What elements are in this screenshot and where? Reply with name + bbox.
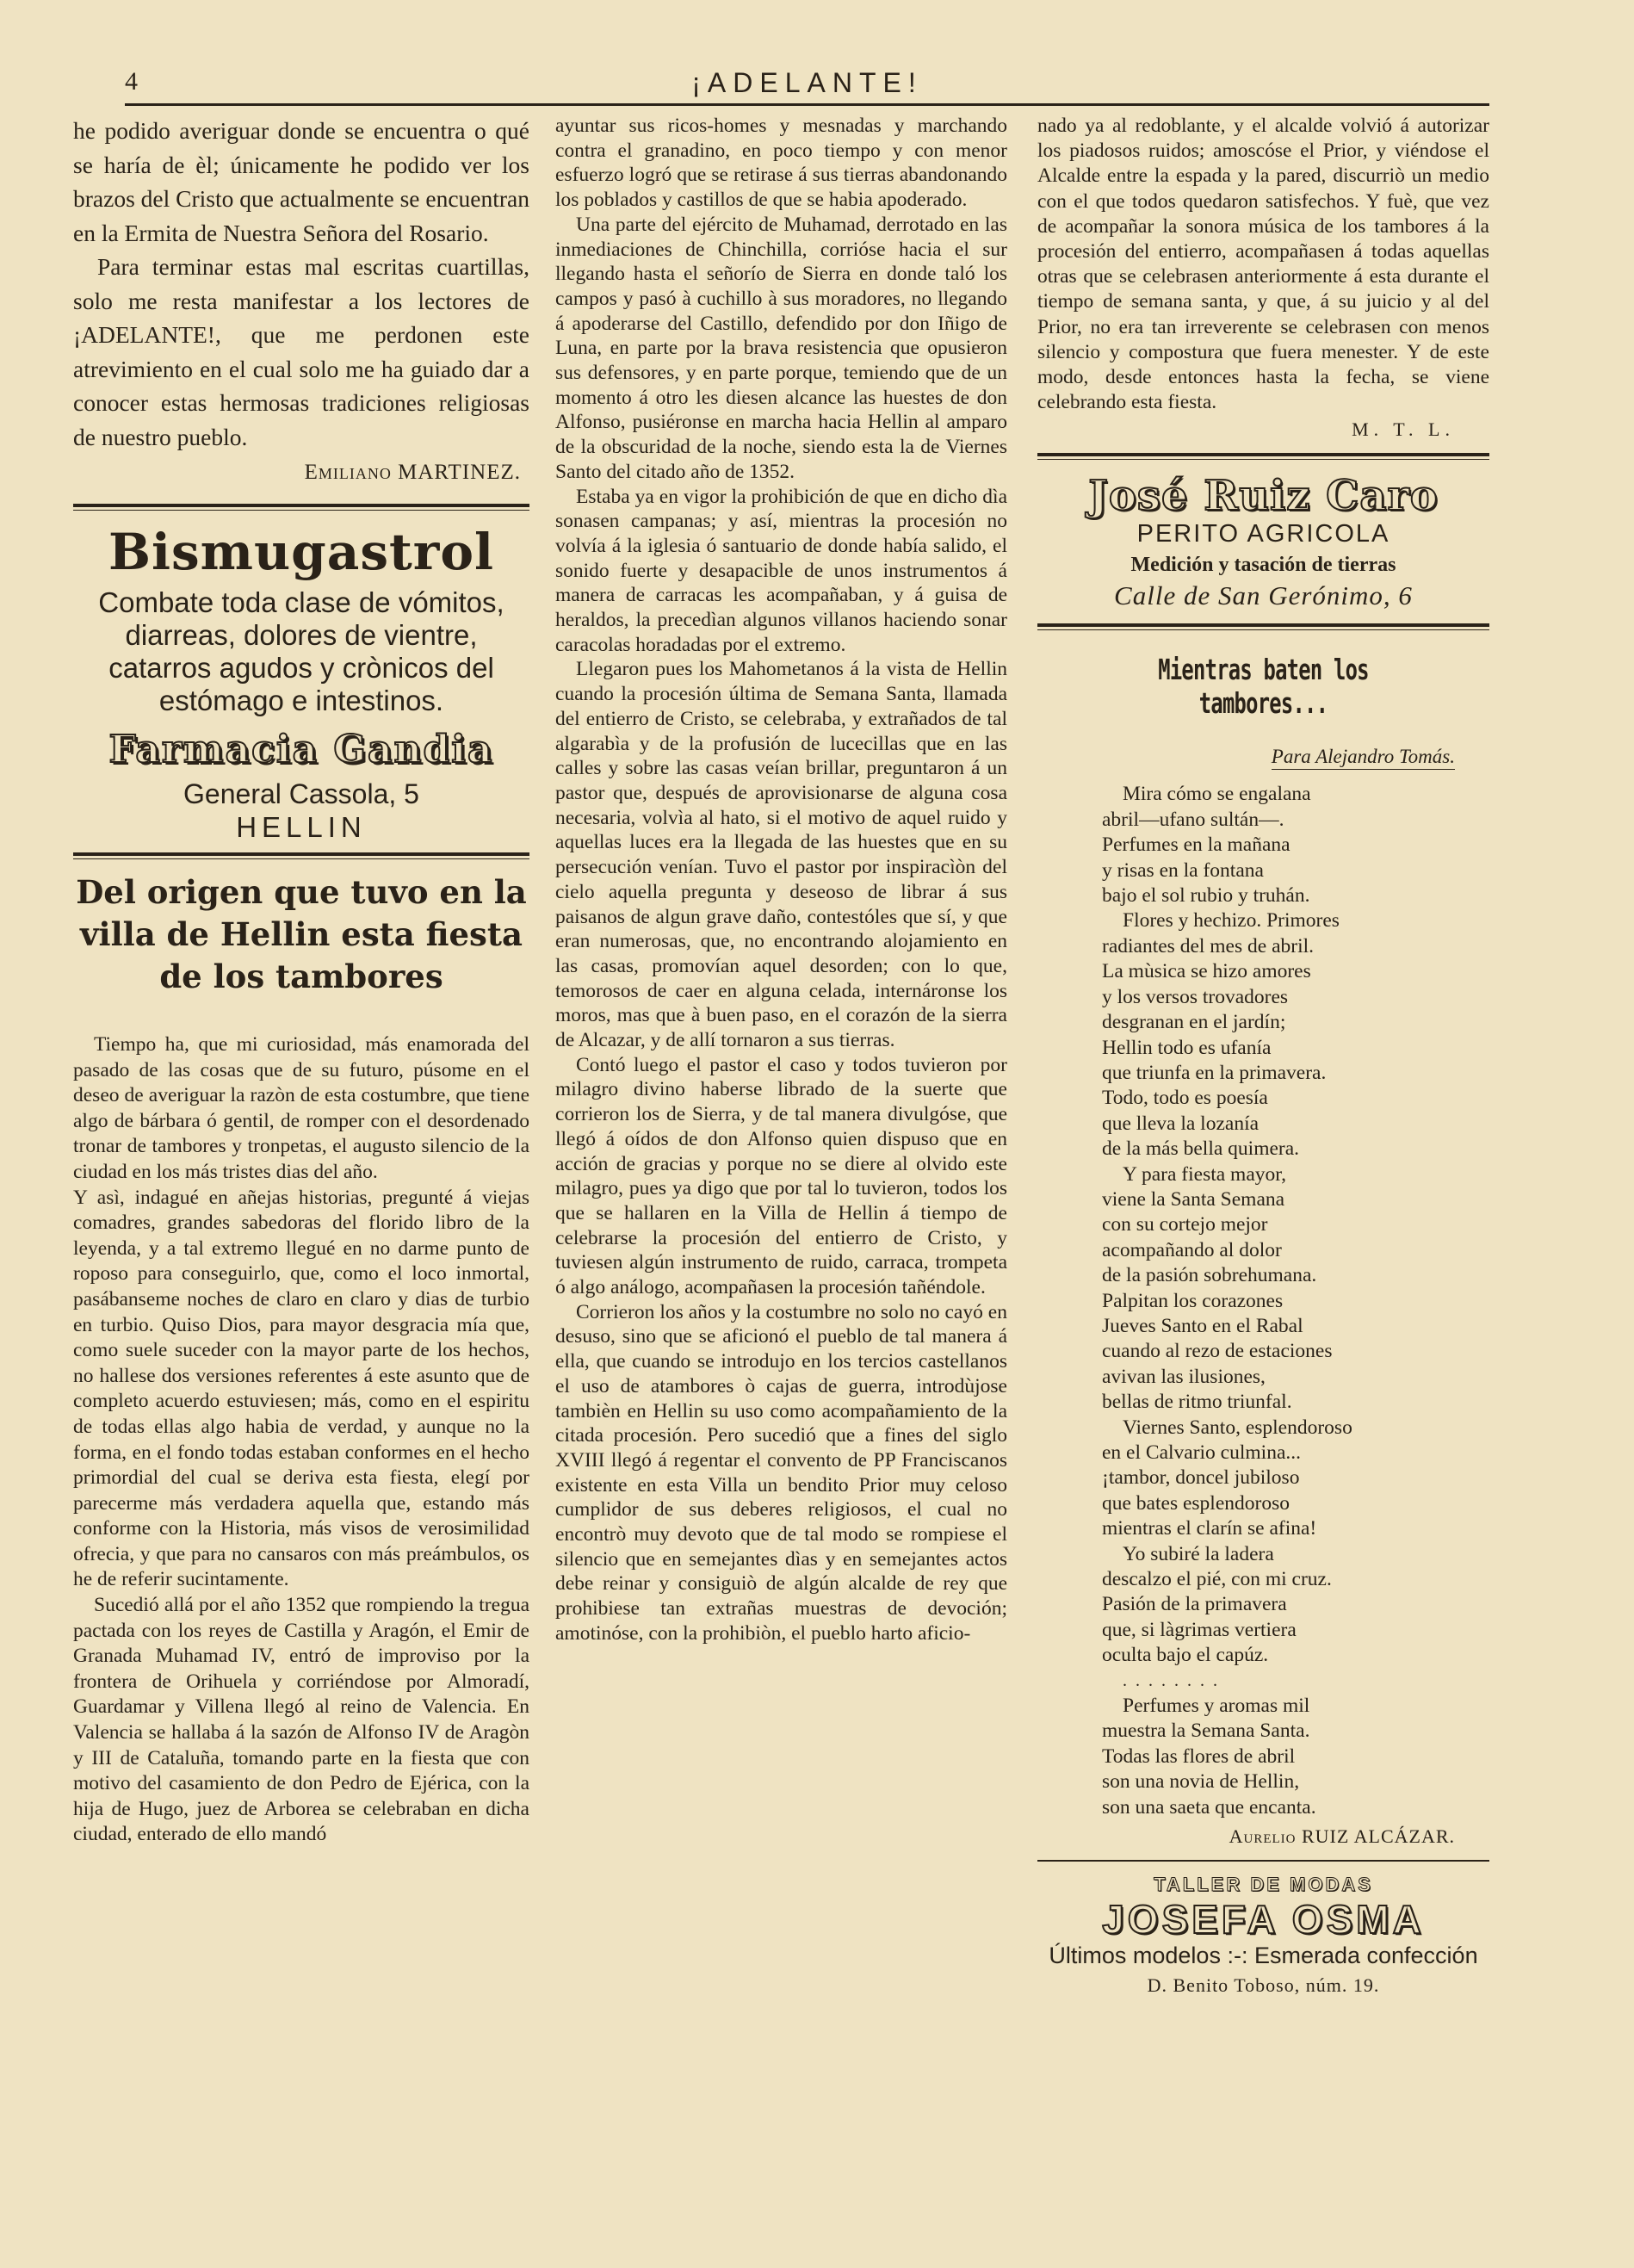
article-paragraph: Contó luego el pastor el caso y todos tuvieron por milagro divino haberse librado de la suerte que corrieron los de Sierra, y de tal manera divulgóse, que llegó á oídos de don Alfonso quien dispuso que en acción de gracias y porque no se diere al olvido este milagro, pues ya digo que por tal lo tuvieron, todos los que se hallaren en la Villa de Hellin á tiempo de celebrarse la procesión del entierro de Cristo, y tuviesen algún instrumento de ruido, carraca, trompeta ó algo análogo, acompañasen la procesión tañéndole. [555, 1053, 1007, 1299]
ad-taller-modas [1037, 1874, 1489, 1997]
poem-author [1037, 1825, 1455, 1848]
poem-line: Perfumes en la mañana [1102, 833, 1290, 857]
poem-line: que lleva la lozanía [1102, 1112, 1260, 1135]
poem-ellipsis: ........ [1123, 1670, 1226, 1690]
poem-line: Perfumes y aromas mil [1123, 1695, 1310, 1718]
page-number: 4 [125, 67, 138, 96]
poem-line: bellas de ritmo triunfal. [1102, 1391, 1292, 1414]
section-rule [1037, 623, 1489, 630]
author-first: Aurelio [1229, 1825, 1297, 1848]
intro-paragraph: Para terminar estas mal escritas cuartillas, solo me resta manifestar a los lectores de ¡ADELANTE!, que me perdonen este atrevimiento en el cual solo me ha guiado dar a conocer estas hermosas tradiciones religiosas de nuestro pueblo. [73, 253, 529, 450]
header-rule [125, 103, 1489, 106]
poem-line: avivan las ilusiones, [1102, 1365, 1266, 1388]
article-title: Del origen que tuvo en la villa de Hellin esta fiesta de los tambores [76, 873, 527, 995]
article-paragraph: Una parte del ejército de Muhamad, derrotado en las inmediaciones de Chinchilla, corrióse hacia el sur llegando hasta el señorío de Sierra en donde taló los campos y pasó à cuchillo à sus moradores, no llegando á apoderarse del Castillo, defendido por don Iñigo de Luna, en parte por la brava resistencia que opusieron sus defensores, y en parte porque, temiendo que de un momento á otro les diesen alcance las huestes de don Alfonso, pusiéronse en marcha hacia Hellin al amparo de la obscuridad de la noche, siendo esta la de Viernes Santo del citado año de 1352. [555, 213, 1007, 483]
poem-line: descalzo el pié, con mi cruz. [1102, 1568, 1332, 1591]
ad-name: JOSEFA OSMA [1102, 1897, 1425, 1943]
poem-line: ¡tambor, doncel jubiloso [1102, 1466, 1300, 1490]
poem-line: La mùsica se hizo amores [1102, 960, 1311, 983]
article-paragraph: Llegaron pues los Mahometanos á la vista de Hellin cuando la procesión última de Semana Santa, llamada del entierro de Cristo, se celebraba, y extrañados de tal algarabìa y de la profusión de lucecillas que en las calles y sobre las casas veían brillar, preguntaron á un pastor que, después de aprovisionarse de alguna cosa necesaria, volvìa al hato, si el motivo de aquel ruido y aquellas luces era la llegada de las huestes que en su persecución venían. Tuvo el pastor por inspiracìòn del cielo aquella pregunta y deseoso de librar á sus paisanos de algun grave daño, contestóles que sí, y que eran numerosas, que, no encontrando alojamiento en las casas, promovían aquel desorden; con lo que, temorosos de caer en alguna celada, internáronse los moros, mas que à buen paso, en el corazón de la sierra de Alcazar, y de allí tornaron a sus tierras. [555, 658, 1007, 1052]
ad-service: Medición y tasación de tierras [1130, 554, 1396, 577]
poem-line: Todas las flores de abril [1102, 1744, 1296, 1768]
article-paragraph: Sucedió allá por el año 1352 que rompiendo la tregua pactada con los reyes de Castilla y Aragón, el Emir de Granada Muhamad IV, entró de improviso por la frontera de Orihuela y corriéndose por Almoradí, Guardamar y Villena llegó al reino de Valencia. En Valencia se hallaba á la sazón de Alfonso IV de Aragòn y III de Cataluña, tomando parte en la fiesta que con motivo del casamiento de don Pedro de Ejérica, con la hija de Hugo, juez de Arborea se celebraban en dicha ciudad, enterado de ello mandó [73, 1594, 529, 1846]
ad-line-3: Últimos modelos :-: Esmerada confección [1049, 1943, 1478, 1969]
column-3 [1037, 114, 1489, 1997]
poem-line: en el Calvario culmina... [1102, 1441, 1302, 1464]
poem-line: Viernes Santo, esplendoroso [1123, 1416, 1352, 1439]
article-paragraph: Corrieron los años y la costumbre no solo no cayó en desuso, sino que se aficionó el pueblo de tal manera á ella, que cuando se introdujo en los tercios castellanos el uso de atambores ò cajas de guerra, introdùjose tambièn en Hellin su uso como acompañamiento de la citada procesión. Pero sucedió que a fines del siglo XVIII llegó á regentar el convento de PP Franciscanos existente en esta Villa un bendito Prior muy celoso cumplidor de sus deberes religiosos, el cual no encontrò muy devoto que de tal modo se rompiese el silencio que en semejantes dìas y en semejantes actos debe reinar y consiguiò de algún alcalde de rey que prohibiese tan extrañas muestras de devoción; amotinóse, con la prohibiòn, el pueblo harto aficio- [555, 1300, 1007, 1645]
poem-line: radiantes del mes de abril. [1102, 934, 1315, 957]
article-paragraph: Tiempo ha, que mi curiosidad, más enamorada del pasado de las cosas que de su futuro, púsome en el deseo de averiguar la razòn de esta costumbre, que tiene algo de bárbara ó gentil, de romper con el desordenado tronar de tambores y tronpetas, el augusto silencio de la ciudad en los más tristes dias del año. [73, 1033, 529, 1183]
ad-jose-ruiz-caro [1037, 472, 1489, 611]
poem-line: son una novia de Hellin, [1102, 1770, 1300, 1794]
pharmacy-city: HELLIN [236, 811, 367, 843]
poem-line: Pasión de la primavera [1102, 1593, 1287, 1616]
poem-line: bajo el sol rubio y truhán. [1102, 884, 1310, 908]
poem-dedication: Para Alejandro Tomás. [1037, 746, 1455, 768]
column-2 [555, 114, 1007, 1646]
poem-line: que bates esplendoroso [1102, 1491, 1290, 1515]
page-header [125, 67, 1489, 105]
ad-profession: PERITO AGRICOLA [1136, 520, 1390, 548]
poem-line: que, si làgrimas vertiera [1102, 1618, 1297, 1641]
article-paragraph: ayuntar sus ricos-homes y mesnadas y marchando contra el granadino, en poco tiempo y con menor esfuerzo logró que se retirase á sus tierras abandonando los poblados y castillos de que se habia apoderado. [555, 115, 1007, 212]
poem-line: de la más bella quimera. [1102, 1137, 1300, 1161]
article-paragraph: Y asì, indagué en añejas historias, pregunté á viejas comadres, grandes sabedoras del florido libro de la leyenda, y a tal extremo llegué en no darme punto de roposo para conseguirlo, que, como el loco inmortal, pasábanseme noches de claro en claro y dias de turbio en turbio. Quiso Dios, para mayor desgracia mía que, como suele suceder con la mayor parte de los hechos, no hallese dos versiones referentes á este asunto que de completo acuerdo estuviesen; más, como en el espiritu de todas ellas algo habia de verdad, y aunque no la forma, en el fondo todas estaban conformes en el hecho primordial del cual se deriva esta fiesta, elegí por parecerme más verdadera aquella que, estando más conforme con la Historia, más visos de verosimilidad ofrecia, y que para no cansaros con más preámbulos, os he de referir sucintamente. [73, 1186, 529, 1591]
poem-line: oculta bajo el capúz. [1102, 1644, 1269, 1667]
poem-line: Mira cómo se engalana [1123, 783, 1311, 806]
poem-line: Jueves Santo en el Rabal [1102, 1314, 1303, 1337]
section-rule [1037, 1860, 1489, 1862]
ad-address: Calle de San Gerónimo, 6 [1114, 580, 1413, 611]
article-body-col1 [73, 1032, 529, 1848]
intro-paragraph: he podido averiguar donde se encuentra o qué se haría de èl; únicamente he podido ver los brazos del Cristo que actualmente se encuentran en la Ermita de Nuestra Señora del Rosario. [73, 117, 529, 246]
poem-line: Flores y hechizo. Primores [1123, 909, 1340, 933]
poem-line: que triunfa en la primavera. [1102, 1061, 1327, 1084]
article-paragraph: nado ya al redoblante, y el alcalde volvió á autorizar los piadosos ruidos; amoscóse el Prior, y viéndose el Alcalde entre la espada y la pared, discurriò un medio con el que todos quedaron satisfechos. Y fuè, que vez de acompañar la sonora música de los tambores á la procesión del entierro, acompañasen á todas aquellas otras que se celebrasen anteriormente á esta durante el tiempo de semana santa, y que, á su juicio y al del Prior, no era tan irreverente se celebrasen con menos silencio y compostura que fuera menester. Y de este modo, desde entonces hasta la fecha, se viene celebrando esta fiesta. [1037, 115, 1489, 414]
poem-line: muestra la Semana Santa. [1102, 1720, 1310, 1743]
ad-title: Bismugastrol [108, 523, 495, 581]
poem-line: viene la Santa Semana [1102, 1187, 1285, 1211]
poem-line: y los versos trovadores [1102, 985, 1289, 1008]
ad-bismugastrol [73, 523, 529, 844]
poem-line: Y para fiesta mayor, [1123, 1162, 1287, 1186]
signature-emiliano [73, 461, 521, 485]
poem-body [1102, 782, 1489, 1820]
signature-last: MARTINEZ. [398, 461, 521, 484]
section-rule [1037, 453, 1489, 460]
poem-line: son una saeta que encanta. [1102, 1795, 1316, 1819]
ad-description: Combate toda clase de vómitos, diarreas, dolores de vientre, catarros agudos y crònicos del estómago e intestinos. [98, 586, 504, 716]
poem-line: abril—ufano sultán—. [1102, 808, 1284, 831]
poem-line: con su cortejo mejor [1102, 1213, 1268, 1236]
pharmacy-name: Farmacia Gandia [108, 728, 494, 771]
ad-line-1: TALLER DE MODAS [1154, 1874, 1373, 1896]
poem-line: acompañando al dolor [1102, 1238, 1282, 1261]
article-paragraph: Estaba ya en vigor la prohibición de que en dicho dìa sonasen campanas; y así, mientras la procesión no volvía á la iglesia ó santuario de donde había salido, el sonido fuerte y desapacible de unos instrumentos á manera de carracas les acompañaban, y á guisa de heraldos, la precedìan algunos villanos haciendo sonar caracolas horadadas por el extremo. [555, 485, 1007, 656]
poem-line: cuando al rezo de estaciones [1102, 1340, 1333, 1363]
column-1 [73, 114, 529, 1848]
poem-line: y risas en la fontana [1102, 858, 1264, 882]
poem-line: Todo, todo es poesía [1102, 1087, 1268, 1110]
author-last: RUIZ ALCÁZAR. [1302, 1825, 1455, 1848]
poem-line: Hellin todo es ufanía [1102, 1036, 1272, 1059]
signature-first: Emiliano [304, 461, 392, 484]
poem-line: Yo subiré la ladera [1123, 1542, 1274, 1565]
pharmacy-address: General Cassola, 5 [183, 778, 419, 809]
poem-line: mientras el clarín se afina! [1102, 1517, 1317, 1540]
ad-address: D. Benito Toboso, núm. 19. [1147, 1974, 1380, 1997]
poem-line: desgranan en el jardín; [1102, 1011, 1286, 1034]
section-rule [73, 504, 529, 511]
masthead: ¡ADELANTE! [691, 67, 923, 98]
poem-line: de la pasión sobrehumana. [1102, 1264, 1317, 1287]
poem-title: Mientras baten los tambores... [1158, 653, 1369, 721]
ad-name: José Ruiz Caro [1088, 472, 1439, 521]
article-initials: M. T. L. [1352, 418, 1455, 441]
poem-line: Palpitan los corazones [1102, 1289, 1284, 1312]
section-rule [73, 852, 529, 859]
